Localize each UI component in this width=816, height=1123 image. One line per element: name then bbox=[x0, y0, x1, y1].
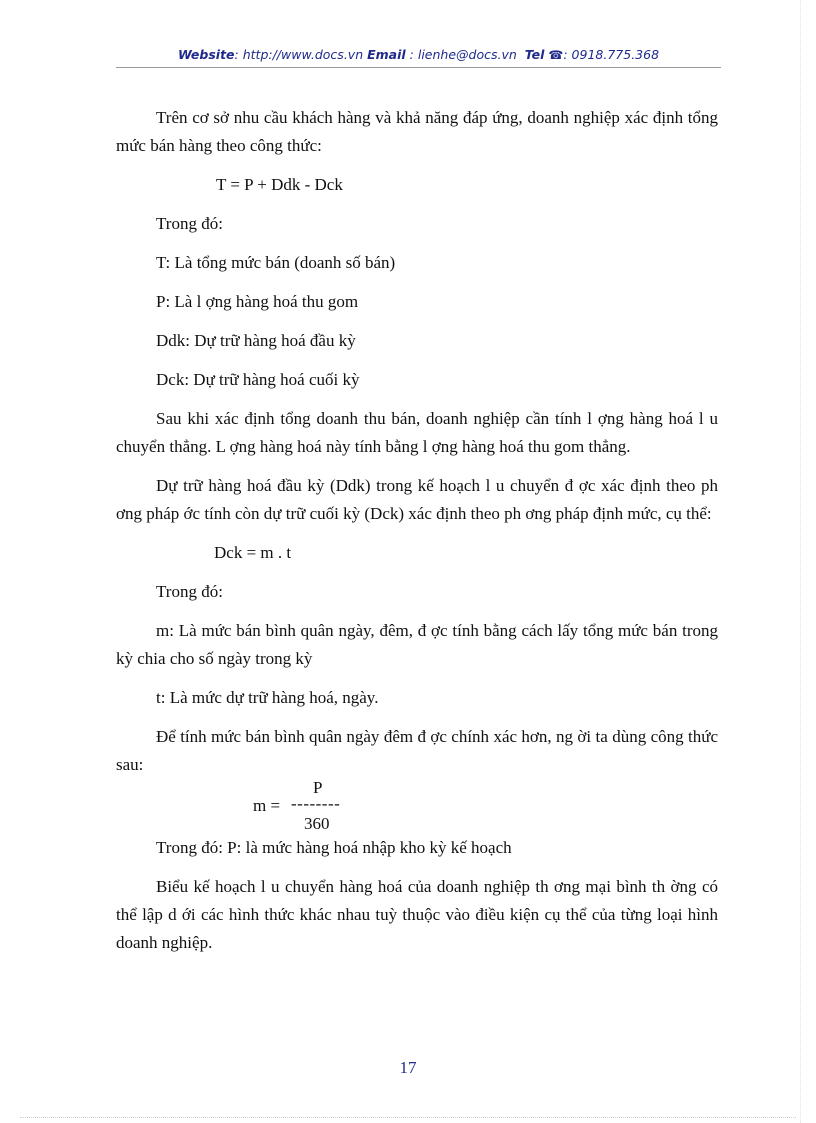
paragraph-plan-form: Biểu kế hoạch l u chuyển hàng hoá của doanh nghiệp th ơng mại bình th ờng có thể lập d ới các hình thức khác nhau tuỳ thuộc vào điều kiện cụ thể của từng loại hình doanh nghiệp. bbox=[116, 877, 718, 952]
page-number: 17 bbox=[399, 1058, 417, 1077]
tel-value: : 0918.775.368 bbox=[563, 47, 660, 62]
definition-m: m: Là mức bán bình quân ngày, đêm, đ ợc tính bằng cách lấy tổng mức bán trong kỳ chia cho số ngày trong kỳ bbox=[116, 621, 718, 668]
footer-divider bbox=[20, 1117, 796, 1118]
document-body bbox=[116, 104, 718, 968]
fraction-numerator: P bbox=[313, 778, 323, 797]
formula-total-sales: T = P + Ddk - Dck bbox=[216, 175, 343, 194]
paragraph-direct-circulation: Sau khi xác định tổng doanh thu bán, doanh nghiệp cần tính l ợng hàng hoá l u chuyển thẳng. L ợng hàng hoá này tính bằng l ợng hàng hoá thu gom thẳng. bbox=[116, 409, 718, 456]
fraction-bar: -------- bbox=[291, 794, 341, 813]
tel-label: Tel bbox=[524, 47, 545, 62]
fraction-lhs: m = bbox=[253, 796, 281, 815]
definition-t: T: Là tổng mức bán (doanh số bán) bbox=[156, 253, 396, 272]
paragraph-average-sales: Để tính mức bán bình quân ngày đêm đ ợc chính xác hơn, ng ời ta dùng công thức sau: bbox=[116, 727, 718, 774]
definition-p-import: Trong đó: P: là mức hàng hoá nhập kho kỳ kế hoạch bbox=[156, 838, 512, 857]
where-label: Trong đó: bbox=[156, 214, 223, 233]
paragraph-intro: Trên cơ sở nhu cầu khách hàng và khả năng đáp ứng, doanh nghiệp xác định tổng mức bán hàng theo công thức: bbox=[116, 108, 718, 155]
fraction-denominator: 360 bbox=[304, 814, 330, 833]
phone-icon: ☎ bbox=[548, 48, 564, 62]
email-value: : lienhe@docs.vn bbox=[409, 47, 517, 62]
header-divider bbox=[116, 67, 721, 68]
email-label: Email bbox=[367, 47, 406, 62]
paragraph-inventory: Dự trữ hàng hoá đầu kỳ (Ddk) trong kế hoạch l u chuyển đ ợc xác định theo ph ơng pháp ớc tính còn dự trữ cuối kỳ (Dck) xác định theo ph ơng pháp định mức, cụ thể: bbox=[116, 476, 718, 523]
definition-t-reserve: t: Là mức dự trữ hàng hoá, ngày. bbox=[156, 688, 379, 707]
page-edge-divider bbox=[800, 0, 801, 1123]
formula-ending-inventory: Dck = m . t bbox=[214, 543, 292, 562]
definition-ddk: Ddk: Dự trữ hàng hoá đầu kỳ bbox=[156, 331, 356, 350]
website-value: : http://www.docs.vn bbox=[234, 47, 364, 62]
definition-dck: Dck: Dự trữ hàng hoá cuối kỳ bbox=[156, 370, 360, 389]
formula-fraction bbox=[116, 778, 718, 833]
website-label: Website bbox=[177, 47, 235, 62]
where-label: Trong đó: bbox=[156, 582, 223, 601]
definition-p: P: Là l ợng hàng hoá thu gom bbox=[156, 292, 359, 311]
page-header bbox=[116, 47, 721, 62]
